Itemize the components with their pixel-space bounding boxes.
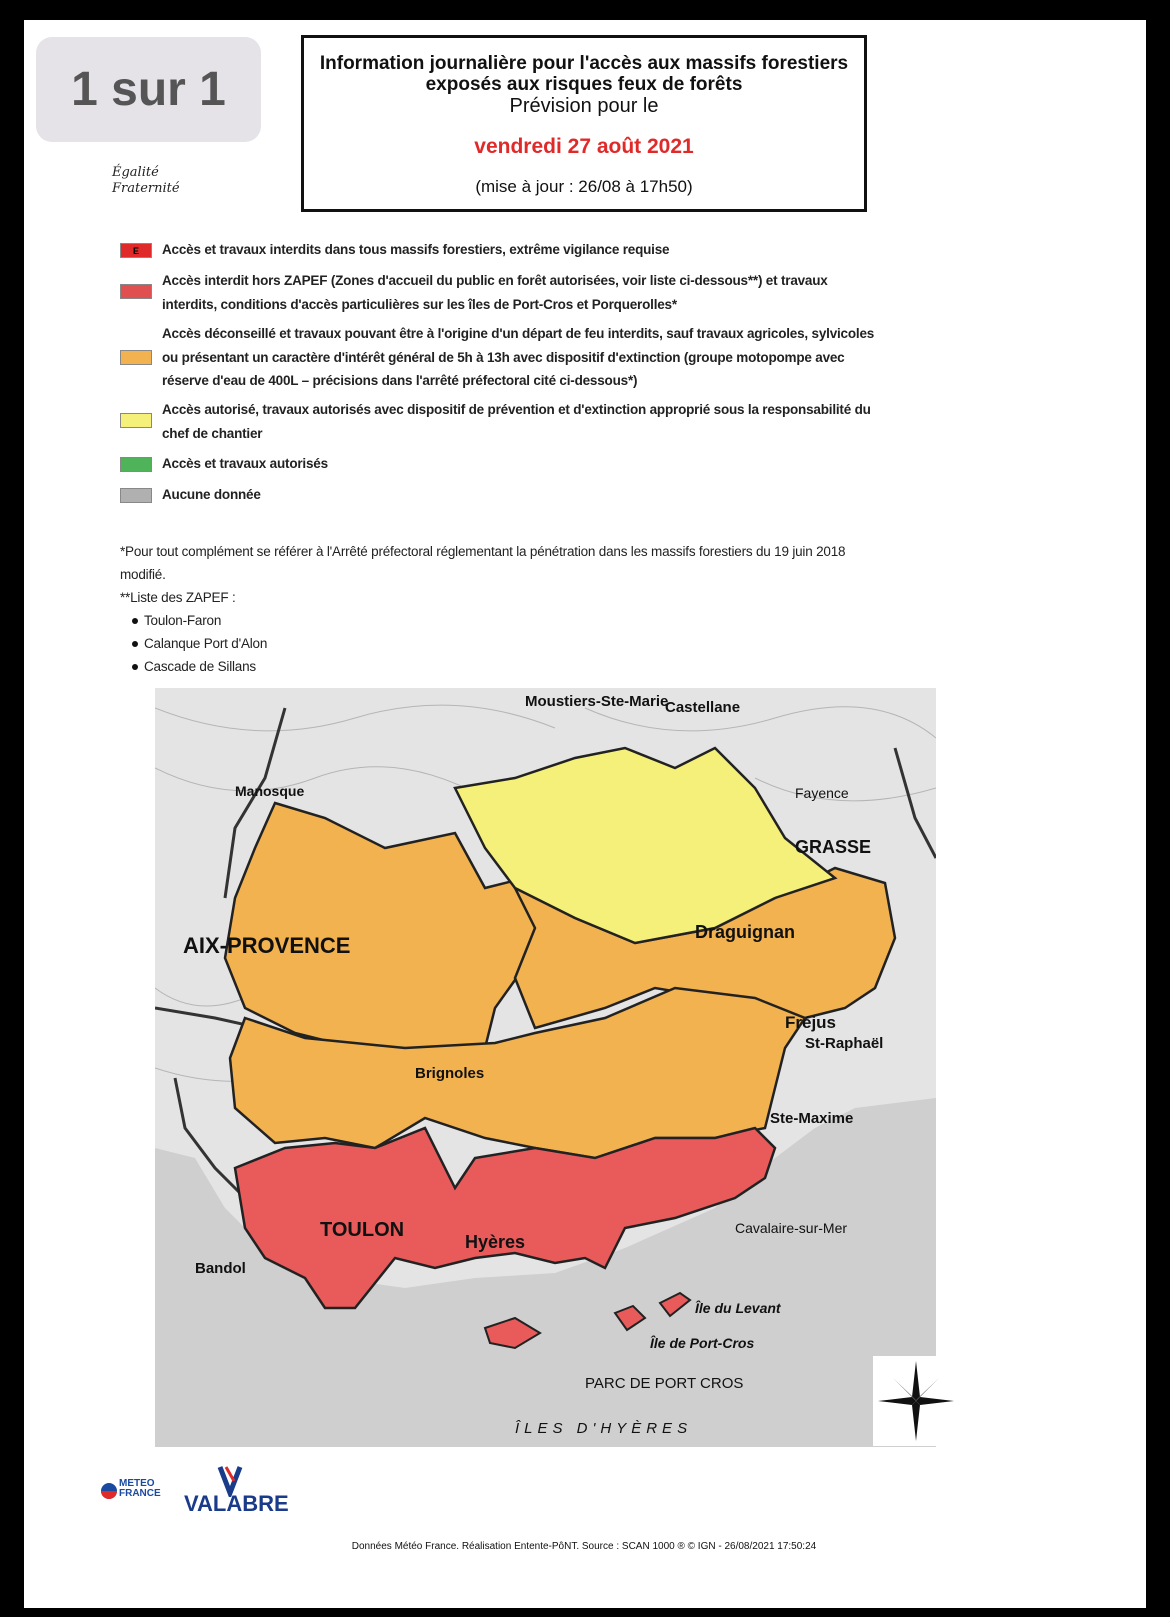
map-label: Bandol — [195, 1260, 246, 1277]
update-time: (mise à jour : 26/08 à 17h50) — [475, 177, 693, 196]
map-label: Brignoles — [415, 1065, 485, 1082]
footer-credits: Données Météo France. Réalisation Entente-PôNT. Source : SCAN 1000 ® © IGN - 26/08/2021 17:50:24 — [351, 1541, 817, 1552]
notes — [120, 540, 880, 678]
map-label: Cavalaire-sur-Mer — [735, 1220, 848, 1236]
legend-swatch-extreme: E — [120, 243, 152, 258]
zapef-list — [120, 609, 880, 678]
document-page — [24, 20, 1146, 1608]
map-label: Hyères — [465, 1232, 526, 1252]
legend-swatch-red — [120, 284, 152, 299]
legend-swatch-yellow — [120, 413, 152, 428]
info-title: Information journalière pour l'accès aux massifs forestiers exposés aux risques feux de forêts — [319, 53, 849, 95]
legend-item-red — [120, 269, 880, 317]
legend-item-green — [120, 452, 880, 476]
list-item: Calanque Port d'Alon — [120, 632, 880, 655]
legend-text: Accès et travaux interdits dans tous massifs forestiers, extrême vigilance requise — [162, 242, 670, 257]
map-label: Île du Levant — [695, 1300, 781, 1316]
legend-text: Aucune donnée — [162, 487, 261, 502]
map-label: Île de Port-Cros — [650, 1335, 755, 1351]
meteo-france-logo — [99, 1475, 189, 1515]
note-zapef-title: **Liste des ZAPEF : — [120, 590, 236, 605]
legend-text: Accès autorisé, travaux autorisés avec dispositif de prévention et d'extinction approprié sous la responsabilité du chef de chantier — [162, 402, 871, 441]
legend-text: Accès déconseillé et travaux pouvant être à l'origine d'un départ de feu interdits, sauf travaux agricoles, sylvicoles ou présentant un caractère d'intérêt général de 5h à 13h avec dispositif d'extinction (groupe motopompe avec réserve d'eau de 400L – précisions dans l'arrêté préfectoral cité ci-dessous*) — [162, 326, 875, 388]
legend-swatch-orange — [120, 350, 152, 365]
map-label: GRASSE — [795, 837, 872, 857]
note-arrete: *Pour tout complément se référer à l'Arrêté préfectoral réglementant la pénétration dans les massifs forestiers du 19 juin 2018 modifié. — [120, 544, 846, 582]
legend-item-yellow — [120, 398, 880, 446]
map-label: Castellane — [665, 699, 741, 716]
legend-item-orange — [120, 322, 880, 394]
page-indicator: 1 sur 1 — [36, 37, 261, 142]
list-item: Cascade de Sillans — [120, 655, 880, 678]
map-label: St-Raphaël — [805, 1035, 884, 1052]
map-label: Fréjus — [785, 1013, 837, 1032]
meteo-logo-text: METEO FRANCE — [119, 1478, 161, 1499]
valabre-logo-text: VALABRE — [184, 1491, 289, 1516]
map-label: ÎLES D'HYÈRES — [515, 1420, 693, 1437]
legend-swatch-green — [120, 457, 152, 472]
list-item: Toulon-Faron — [120, 609, 880, 632]
info-subtitle: Prévision pour le — [509, 95, 659, 117]
map-label: AIX-PROVENCE — [183, 933, 351, 958]
risk-map — [155, 688, 936, 1447]
map-label: TOULON — [320, 1219, 405, 1241]
map-label: Draguignan — [695, 922, 796, 942]
map-label: Ste-Maxime — [770, 1110, 854, 1127]
info-box — [301, 35, 867, 212]
map-label: Manosque — [235, 783, 305, 799]
legend-text: Accès et travaux autorisés — [162, 456, 328, 471]
republic-motto: Égalité Fraternité — [112, 165, 180, 196]
compass-rose-icon — [873, 1356, 959, 1446]
legend-swatch-grey — [120, 488, 152, 503]
forecast-date: vendredi 27 août 2021 — [474, 135, 694, 158]
map-label: Fayence — [795, 785, 849, 801]
legend-item-grey — [120, 483, 880, 507]
valabre-logo — [182, 1463, 292, 1521]
map-label: PARC DE PORT CROS — [585, 1375, 744, 1392]
map-label: Moustiers-Ste-Marie — [525, 693, 669, 710]
legend-item-extreme — [120, 238, 880, 262]
legend-text: Accès interdit hors ZAPEF (Zones d'accueil du public en forêt autorisées, voir liste ci-dessous**) et travaux interdits, conditions d'accès particulières sur les îles de Port-Cros et Porquerolles* — [162, 273, 828, 312]
